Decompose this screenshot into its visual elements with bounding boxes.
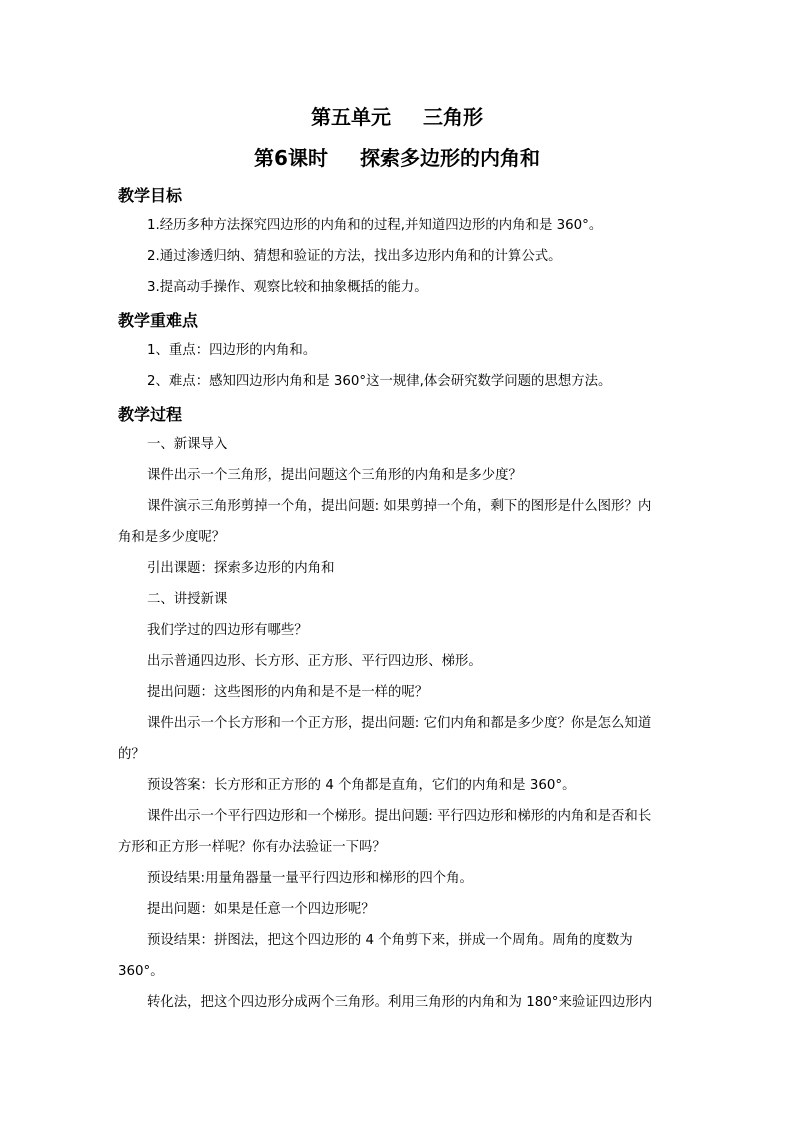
lesson-name: 探索多边形的内角和 <box>359 146 540 170</box>
unit-subject: 三角形 <box>423 105 483 129</box>
lesson-title <box>0 145 794 171</box>
key-points-heading: 教学重难点 <box>118 311 199 330</box>
process-line: 二、讲授新课 <box>147 592 228 607</box>
process-line: 提出问题：这些图形的内角和是不是一样的呢？ <box>147 685 429 700</box>
process-line: 预设答案：长方形和正方形的 4 个角都是直角，它们的内角和是 360°。 <box>147 778 576 793</box>
process-line: 方形和正方形一样呢？你有办法验证一下吗？ <box>118 840 386 855</box>
process-line: 提出问题：如果是任意一个四边形呢？ <box>147 902 375 917</box>
process-line: 的？ <box>118 747 145 762</box>
goal-line: 2.通过渗透归纳、猜想和验证的方法，找出多边形内角和的计算公式。 <box>147 249 562 264</box>
process-line: 角和是多少度呢？ <box>118 530 226 545</box>
process-line: 我们学过的四边形有哪些？ <box>147 623 308 638</box>
process-line: 引出课题：探索多边形的内角和 <box>147 561 335 576</box>
process-line: 一、新课导入 <box>147 437 228 452</box>
key-point-line: 1、重点：四边形的内角和。 <box>147 343 317 358</box>
process-line: 360°。 <box>118 964 164 979</box>
process-line: 预设结果:用量角器量一量平行四边形和梯形的四个角。 <box>147 871 473 886</box>
goals-heading: 教学目标 <box>118 186 183 205</box>
process-line: 预设结果：拼图法，把这个四边形的 4 个角剪下来，拼成一个周角。周角的度数为 <box>147 933 633 948</box>
unit-number: 第五单元 <box>311 105 391 129</box>
process-line: 转化法，把这个四边形分成两个三角形。利用三角形的内角和为 180°来验证四边形内 <box>147 995 653 1010</box>
key-point-line: 2、难点：感知四边形内角和是 360°这一规律,体会研究数学问题的思想方法。 <box>147 374 612 389</box>
process-line: 课件演示三角形剪掉一个角，提出问题: 如果剪掉一个角，剩下的图形是什么图形？内 <box>147 499 652 514</box>
process-heading: 教学过程 <box>118 405 183 424</box>
lesson-number: 第6课时 <box>254 146 328 170</box>
goal-line: 1.经历多种方法探究四边形的内角和的过程,并知道四边形的内角和是 360°。 <box>147 218 603 233</box>
process-line: 出示普通四边形、长方形、正方形、平行四边形、梯形。 <box>147 654 482 669</box>
process-line: 课件出示一个平行四边形和一个梯形。提出问题: 平行四边形和梯形的内角和是否和长 <box>147 809 652 824</box>
unit-title <box>0 104 794 130</box>
goal-line: 3.提高动手操作、观察比较和抽象概括的能力。 <box>147 280 428 295</box>
process-line: 课件出示一个三角形，提出问题这个三角形的内角和是多少度？ <box>147 468 522 483</box>
process-line: 课件出示一个长方形和一个正方形，提出问题: 它们内角和都是多少度？你是怎么知道 <box>147 716 652 731</box>
